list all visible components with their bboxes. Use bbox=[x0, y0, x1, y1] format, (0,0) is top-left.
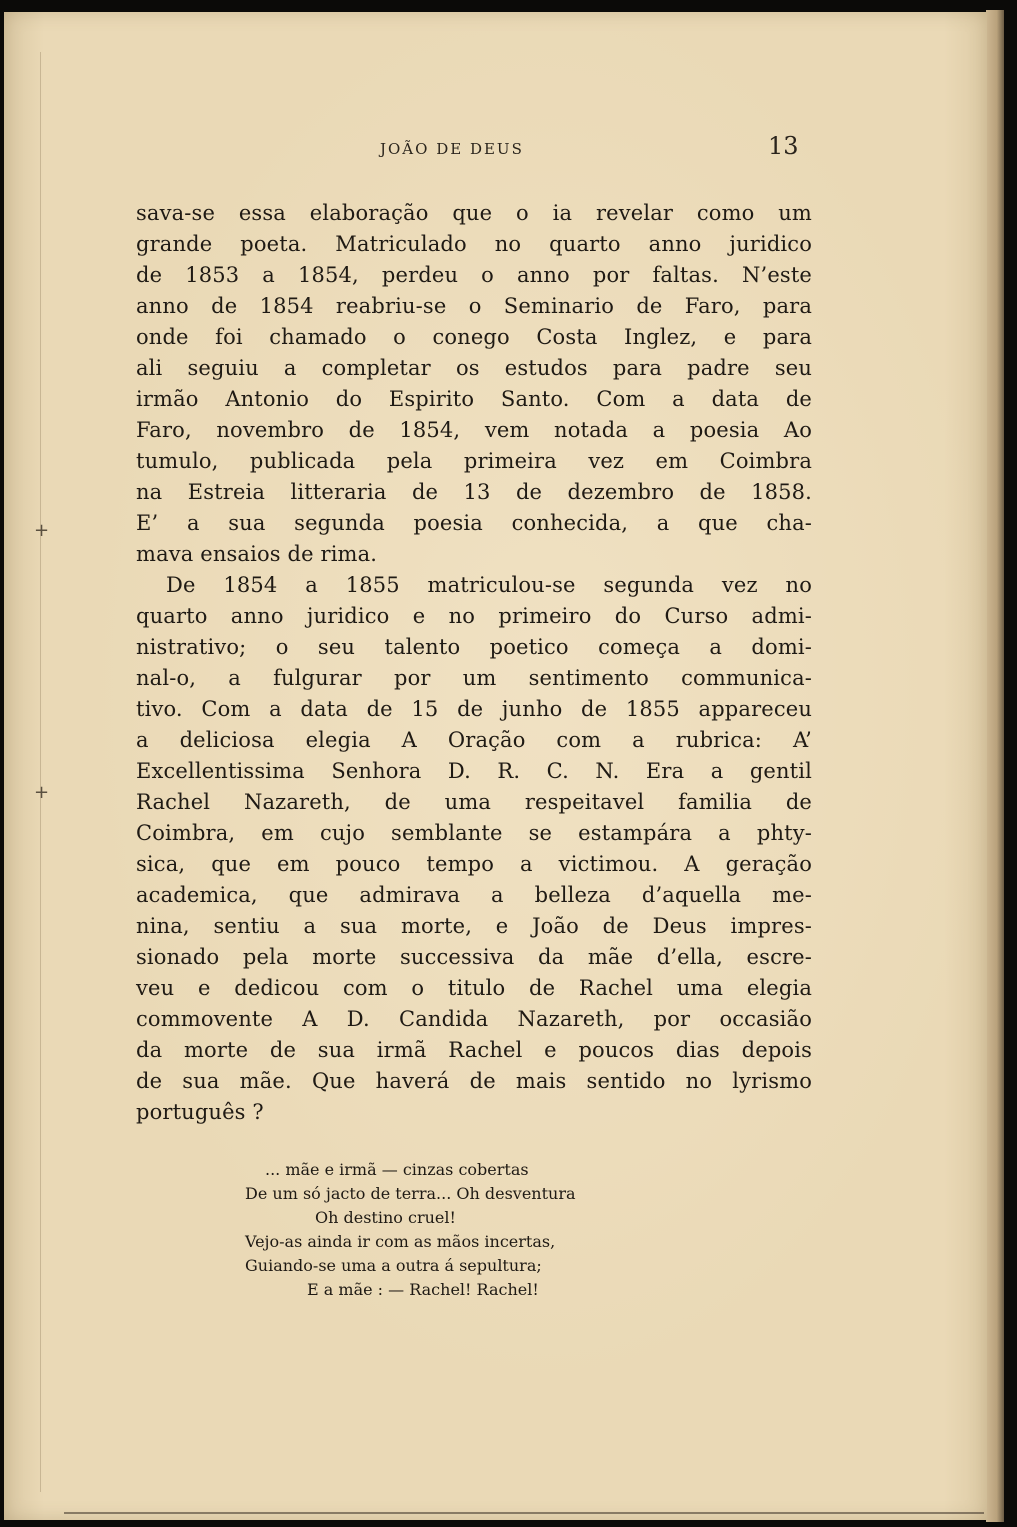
text-line: Excellentissima Senhora D. R. C. N. Era a gentil bbox=[136, 759, 812, 783]
text-line: na Estreia litteraria de 13 de dezembro de 1858. bbox=[136, 480, 812, 504]
poem-line: De um só jacto de terra... Oh desventura bbox=[245, 1184, 576, 1203]
text-line: quarto anno juridico e no primeiro do Curso admi- bbox=[136, 604, 812, 628]
text-line: a deliciosa elegia A Oração com a rubrica: A’ bbox=[136, 728, 812, 752]
margin-mark: + bbox=[34, 782, 50, 803]
text-line: Faro, novembro de 1854, vem notada a poesia Ao bbox=[136, 418, 812, 442]
poem-line: Oh destino cruel! bbox=[315, 1208, 456, 1227]
running-title: JOÃO DE DEUS bbox=[380, 140, 524, 158]
margin-mark: + bbox=[34, 520, 50, 541]
text-line: português ? bbox=[136, 1100, 264, 1124]
text-line: onde foi chamado o conego Costa Inglez, e para bbox=[136, 325, 812, 349]
page-number: 13 bbox=[768, 132, 799, 160]
text-line: tumulo, publicada pela primeira vez em Coimbra bbox=[136, 449, 812, 473]
text-line: nistrativo; o seu talento poetico começa a domi- bbox=[136, 635, 812, 659]
text-line: irmão Antonio do Espirito Santo. Com a data de bbox=[136, 387, 812, 411]
text-line: ali seguiu a completar os estudos para padre seu bbox=[136, 356, 812, 380]
text-line: sava-se essa elaboração que o ia revelar como um bbox=[136, 201, 812, 225]
page-edge-shadow bbox=[986, 10, 1004, 1522]
body-text bbox=[136, 198, 812, 1128]
text-line: da morte de sua irmã Rachel e poucos dias depois bbox=[136, 1038, 812, 1062]
text-line: academica, que admirava a belleza d’aquella me- bbox=[136, 883, 812, 907]
text-line: Coimbra, em cujo semblante se estampára a phty- bbox=[136, 821, 812, 845]
text-line: sica, que em pouco tempo a victimou. A geração bbox=[136, 852, 812, 876]
page-bottom-rule bbox=[64, 1512, 984, 1514]
text-line: de sua mãe. Que haverá de mais sentido no lyrismo bbox=[136, 1069, 812, 1093]
poem-line: Guiando-se uma a outra á sepultura; bbox=[245, 1256, 542, 1275]
text-line: anno de 1854 reabriu-se o Seminario de Faro, para bbox=[136, 294, 812, 318]
text-line: grande poeta. Matriculado no quarto anno juridico bbox=[136, 232, 812, 256]
text-line: commovente A D. Candida Nazareth, por occasião bbox=[136, 1007, 812, 1031]
text-line: sionado pela morte successiva da mãe d’ella, escre- bbox=[136, 945, 812, 969]
text-line: Rachel Nazareth, de uma respeitavel familia de bbox=[136, 790, 812, 814]
text-line: nal-o, a fulgurar por um sentimento communica- bbox=[136, 666, 812, 690]
poem-line: ... mãe e irmã — cinzas cobertas bbox=[265, 1160, 529, 1179]
text-line: de 1853 a 1854, perdeu o anno por faltas. N’este bbox=[136, 263, 812, 287]
text-line: veu e dedicou com o titulo de Rachel uma elegia bbox=[136, 976, 812, 1000]
paragraph-start-line: De 1854 a 1855 matriculou-se segunda vez no bbox=[166, 573, 812, 597]
poem-quotation bbox=[245, 1158, 576, 1302]
gutter-fold-line bbox=[40, 52, 41, 1492]
text-line: E’ a sua segunda poesia conhecida, a que cha- bbox=[136, 511, 812, 535]
text-line: tivo. Com a data de 15 de junho de 1855 appareceu bbox=[136, 697, 812, 721]
text-line: mava ensaios de rima. bbox=[136, 542, 378, 566]
text-line: nina, sentiu a sua morte, e João de Deus impres- bbox=[136, 914, 812, 938]
poem-line: E a mãe : — Rachel! Rachel! bbox=[307, 1280, 539, 1299]
poem-line: Vejo-as ainda ir com as mãos incertas, bbox=[245, 1232, 556, 1251]
